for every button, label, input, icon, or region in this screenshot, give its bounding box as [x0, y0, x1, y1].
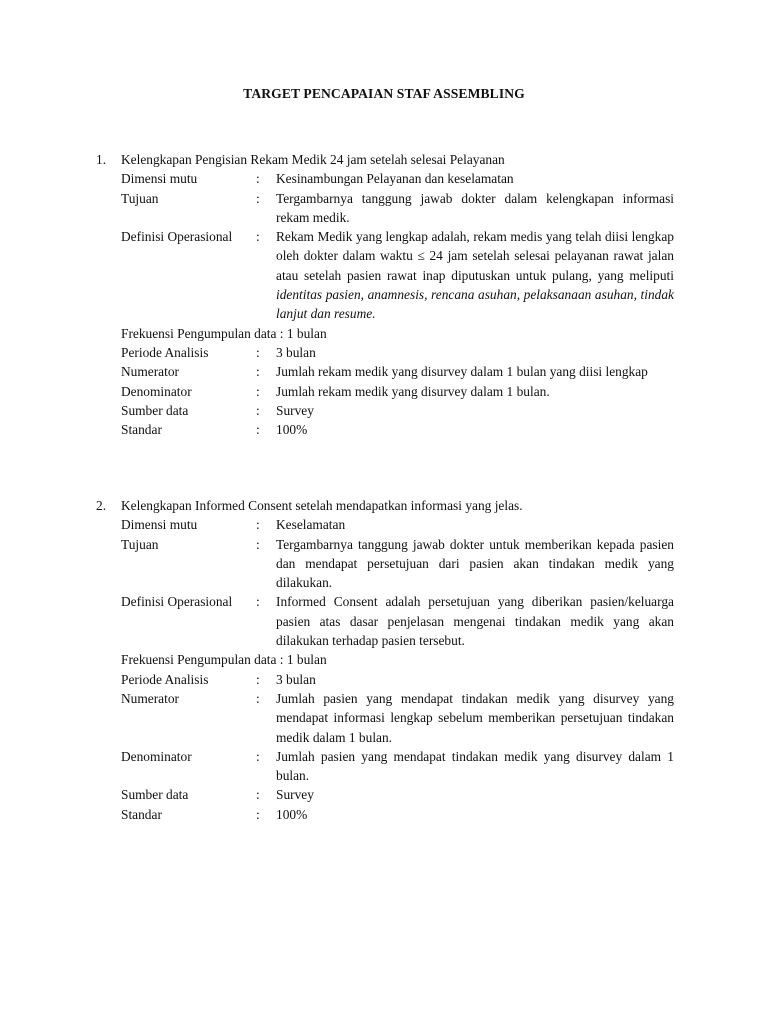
field-label: Definisi Operasional — [121, 594, 233, 610]
field-label: Dimensi mutu — [121, 171, 198, 187]
field-label: Definisi Operasional — [121, 229, 233, 245]
indicator-section-1 — [96, 150, 674, 439]
definition-italic-text: identitas pasien, anamnesis, rencana asuhan, pelaksanaan asuhan, tindak lanjut dan resume. — [276, 287, 674, 322]
row-tujuan — [96, 189, 674, 228]
colon: : — [256, 748, 260, 764]
colon: : — [256, 364, 260, 380]
field-label: Numerator — [121, 364, 180, 380]
colon: : — [256, 517, 260, 533]
section-heading-text: Kelengkapan Pengisian Rekam Medik 24 jam setelah selesai Pelayanan — [121, 152, 505, 167]
field-value — [276, 227, 674, 323]
row-standar — [96, 420, 674, 439]
section-heading — [96, 496, 674, 515]
field-label: Periode Analisis — [121, 671, 209, 687]
field-value: Survey — [276, 402, 314, 418]
row-periode-analisis — [96, 343, 674, 362]
colon: : — [256, 671, 260, 687]
section-heading-text: Kelengkapan Informed Consent setelah mendapatkan informasi yang jelas. — [121, 498, 523, 513]
colon: : — [256, 690, 260, 706]
section-heading — [96, 150, 674, 169]
field-value: 3 bulan — [276, 671, 316, 687]
field-value: Jumlah pasien yang mendapat tindakan medik yang disurvey dalam 1 bulan. — [276, 748, 674, 784]
field-value: Keselamatan — [276, 517, 346, 533]
field-label: Denominator — [121, 748, 192, 764]
field-value: 100% — [276, 806, 308, 822]
row-denominator — [96, 747, 674, 786]
field-value: Survey — [276, 787, 314, 803]
row-definisi-operasional — [96, 227, 674, 323]
row-numerator — [96, 362, 674, 381]
field-label: Tujuan — [121, 536, 159, 552]
colon: : — [256, 344, 260, 360]
row-dimensi-mutu — [96, 515, 674, 534]
field-label: Standar — [121, 422, 162, 438]
row-denominator — [96, 382, 674, 401]
colon: : — [256, 806, 260, 822]
section-number: 1. — [96, 152, 107, 167]
colon: : — [256, 536, 260, 552]
field-label: Periode Analisis — [121, 344, 209, 360]
colon: : — [256, 422, 260, 438]
colon: : — [256, 383, 260, 399]
colon: : — [256, 594, 260, 610]
field-value: 100% — [276, 422, 308, 438]
colon: : — [256, 190, 260, 206]
field-label: Dimensi mutu — [121, 517, 198, 533]
row-periode-analisis — [96, 670, 674, 689]
indicator-section-2 — [96, 496, 674, 824]
row-tujuan — [96, 535, 674, 593]
row-sumber-data — [96, 785, 674, 804]
field-value: Tergambarnya tanggung jawab dokter untuk memberikan kepada pasien dan mendapat persetujuan dari pasien akan tindakan medik yang dilakukan. — [276, 536, 674, 591]
frekuensi-text: Frekuensi Pengumpulan data : 1 bulan — [121, 325, 327, 341]
field-label: Tujuan — [121, 190, 159, 206]
field-label: Sumber data — [121, 787, 189, 803]
row-frekuensi — [96, 650, 674, 669]
row-frekuensi — [96, 324, 674, 343]
colon: : — [256, 402, 260, 418]
page-title: TARGET PENCAPAIAN STAF ASSEMBLING — [243, 86, 525, 101]
definition-text: Rekam Medik yang lengkap adalah, rekam medis yang telah diisi lengkap oleh dokter dalam waktu ≤ 24 jam setelah selesai pelayanan rawat jalan atau setelah pasien rawat inap diputuskan untuk pulang, yang meliputi — [276, 229, 674, 283]
row-definisi-operasional — [96, 592, 674, 650]
field-label: Denominator — [121, 383, 192, 399]
colon: : — [256, 171, 260, 187]
field-label: Standar — [121, 806, 162, 822]
field-value: Informed Consent adalah persetujuan yang diberikan pasien/keluarga pasien atas dasar penjelasan mengenai tindakan medik yang akan dilakukan terhadap pasien tersebut. — [276, 594, 674, 649]
colon: : — [256, 787, 260, 803]
section-number: 2. — [96, 498, 107, 513]
row-standar — [96, 805, 674, 824]
field-value: Kesinambungan Pelayanan dan keselamatan — [276, 171, 514, 187]
colon: : — [256, 229, 260, 245]
row-sumber-data — [96, 401, 674, 420]
field-value: Tergambarnya tanggung jawab dokter dalam kelengkapan informasi rekam medik. — [276, 190, 674, 225]
row-numerator — [96, 689, 674, 747]
row-dimensi-mutu — [96, 169, 674, 188]
field-value: Jumlah rekam medik yang disurvey dalam 1 bulan. — [276, 383, 550, 399]
field-value: Jumlah rekam medik yang disurvey dalam 1 bulan yang diisi lengkap — [276, 364, 648, 380]
field-label: Numerator — [121, 690, 180, 706]
frekuensi-text: Frekuensi Pengumpulan data : 1 bulan — [121, 652, 327, 668]
field-value: 3 bulan — [276, 344, 316, 360]
field-value: Jumlah pasien yang mendapat tindakan medik yang disurvey yang mendapat informasi lengkap sebelum memberikan persetujuan tindakan medik dalam 1 bulan. — [276, 690, 674, 745]
field-label: Sumber data — [121, 402, 189, 418]
